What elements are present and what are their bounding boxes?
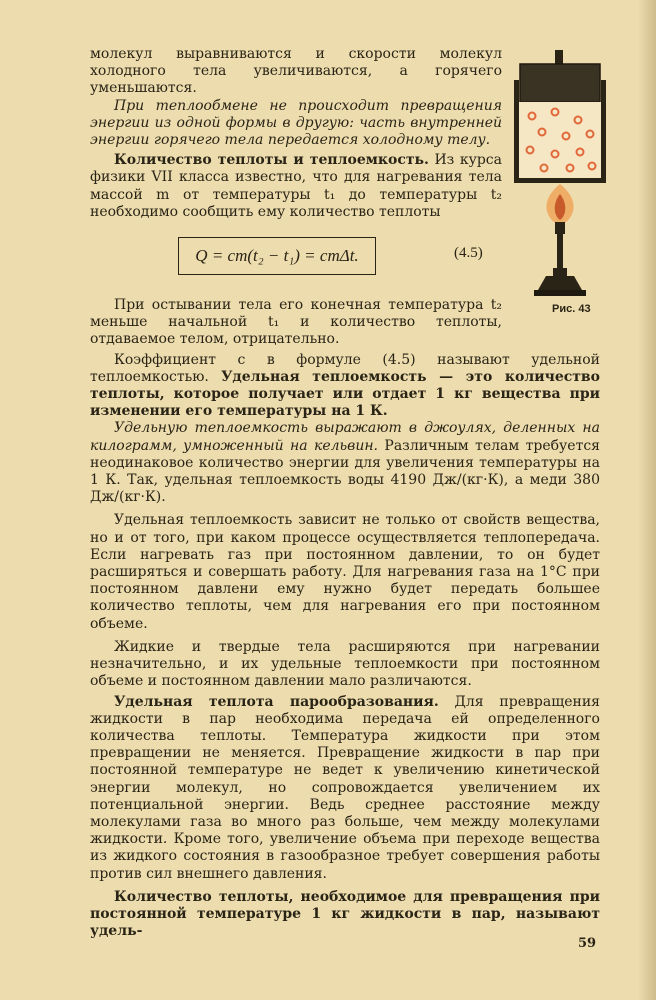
paragraph-9 [90,694,600,883]
burner-base [538,276,582,290]
paragraph-10-bold: Количество теплоты, необходимое для превращения при постоянной температуре 1 кг жидкости в пар, называют удель- [90,888,600,940]
paragraph-5-start: Коэффициент c в формуле (4.5) называют удельной теплоемкостью. [90,351,600,385]
piston [520,64,600,102]
definition-specific-heat: Удельная теплоемкость — это количество теплоты, которое получает или отдает 1 кг вещества при изменении его температуры на 1 К. [90,368,600,420]
paragraph-1: молекул выравниваются и скорости молекул холодного тела увеличиваются, а горячего уменьшаются. [90,46,502,97]
paragraph-8: Жидкие и твердые тела расширяются при нагревании незначительно, и их удельные теплоемкости при постоянном объеме и постоянном давлении мало различаются. [90,638,600,690]
cylinder-right-wall [601,80,606,180]
burner-joint [553,268,567,276]
formula-number: (4.5) [454,245,483,262]
heading-heat-capacity: Количество теплоты и теплоемкость. [114,152,429,169]
burner-foot [534,290,586,296]
paragraph-3-text: Из курса физики VII класса известно, что для нагревания тела массой m от температуры t₁ до температуры t₂ необходимо сообщить ему количество теплоты [90,152,502,220]
figure-43-heated-cylinder [500,50,630,300]
paragraph-5 [90,352,600,421]
paragraph-6 [90,420,600,506]
figure-caption: Рис. 43 [552,303,591,315]
paragraph-6-text: Различным телам требуется неодинаковое количество энергии для увеличения температуры на 1 К. Так, удельная теплоемкость воды 4190 Дж/(кг·К), а меди 380 Дж/(кг·К). [90,437,600,506]
paragraph-6-italic: Удельную теплоемкость выражают в джоулях, деленных на килограмм, умноженный на кельвин. [90,420,600,454]
paragraph-7: Удельная теплоемкость зависит не только от свойств вещества, но и от того, при каком процессе осуществляется теплопередача. Если нагревать газ при постоянном давлении, то он будет расширяться и совершать работу. Для нагревания газа на 1°С при постоянном давлени ему нужно будет передать большее количество теплоты, чем для нагревания его при постоянном объеме. [90,512,600,632]
paragraph-2-italic: При теплообмене не происходит превращения энергии из одной формы в другую: часть внутренней энергии горячего тела передается холодному телу. [90,97,502,149]
cylinder-left-wall [514,80,519,180]
paragraph-3 [90,152,502,221]
piston-rod [555,50,563,64]
cylinder-bottom [514,178,606,183]
page-number: 59 [578,936,597,951]
paragraph-9-text: Для превращения жидкости в пар необходима передача ей определенного количества теплоты. Температура жидкости при этом превращении не меняется. Превращение жидкости в пар при постоянной температуре не ведет к увеличению кинетической энергии молекул, но сопровождается увеличением их потенциальной энергии. Ведь среднее расстояние между молекулами газа во много раз больше, чем между молекулами жидкости. Кроме того, увеличение объема при переходе вещества из жидкого состояния в газообразное требует совершения работы против сил внешнего давления. [90,693,600,882]
heading-vaporization: Удельная теплота парообразования. [114,693,439,710]
paragraph-4: При остывании тела его конечная температура t₂ меньше начальной t₁ и количество теплоты, отдаваемое телом, отрицательно. [90,297,502,348]
formula-4-5: Q = cm(t₂ − t₁) = cmΔt. [178,237,376,275]
formula-row [90,231,502,287]
burner-nozzle [555,222,565,234]
page-edge-shadow [638,0,656,1000]
